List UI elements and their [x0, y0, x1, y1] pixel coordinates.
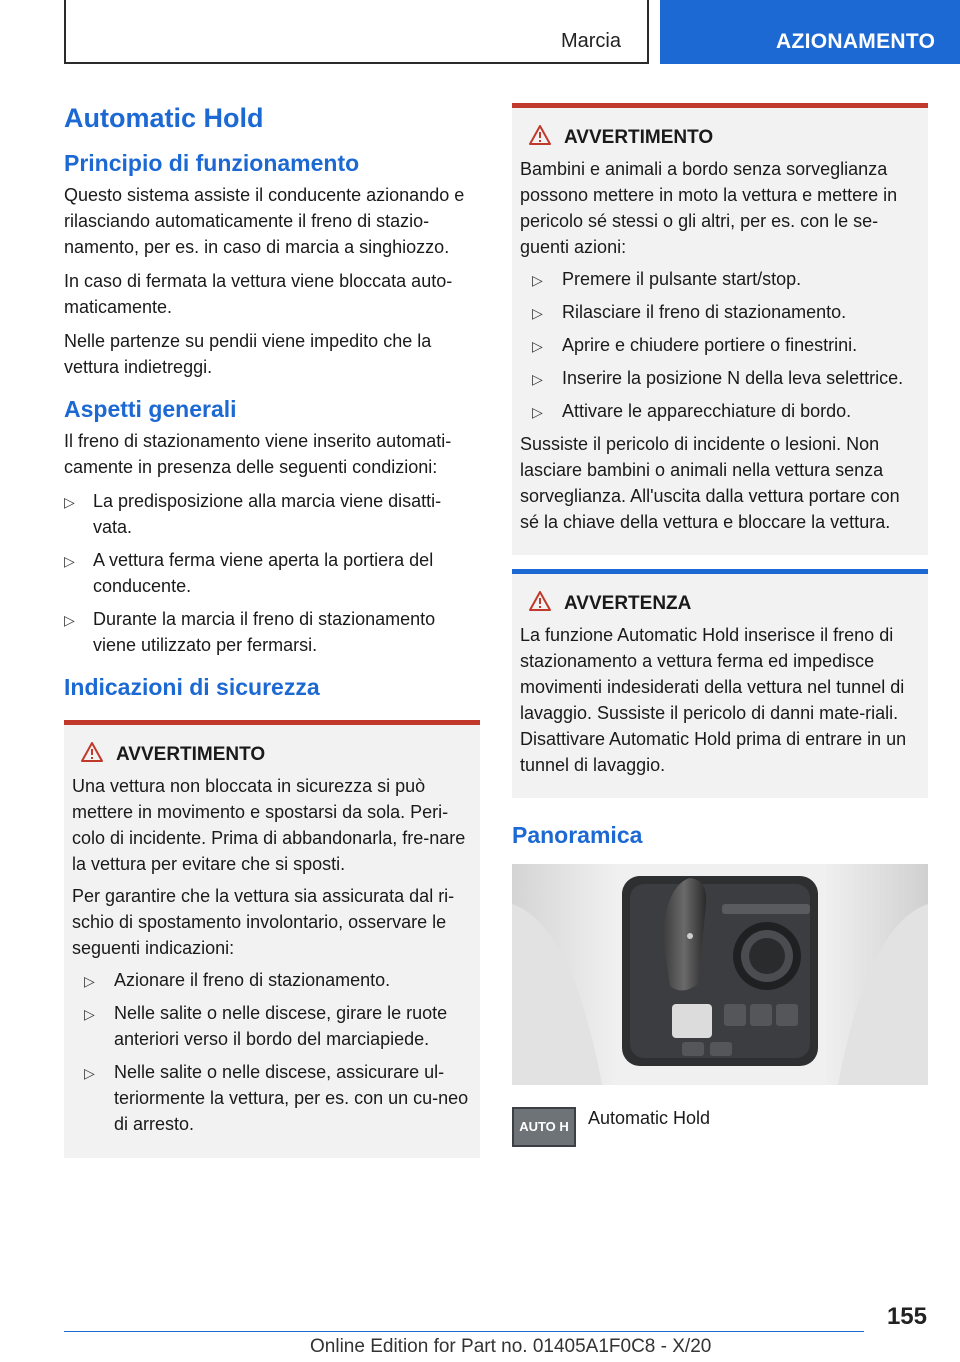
triangle-bullet-icon: ▷ [84, 1065, 95, 1081]
list-item: ▷ Aprire e chiudere portiere o finestrini. [520, 332, 920, 358]
list-item: ▷ A vettura ferma viene aperta la portiera del conducente. [64, 550, 434, 596]
caption-row [512, 1105, 928, 1167]
triangle-bullet-icon: ▷ [532, 404, 543, 420]
chapter-label: AZIONAMENTO [776, 30, 936, 53]
list-item: ▷ La predisposizione alla marcia viene disatti-vata. [64, 491, 442, 537]
triangle-bullet-icon: ▷ [64, 553, 75, 569]
edition-text: Online Edition for Part no. 01405A1F0C8 - X/20 [310, 1336, 712, 1357]
list-item: ▷ Durante la marcia il freno di stazionamento viene utilizzato per fermarsi. [64, 609, 436, 655]
notice-text: La funzione Automatic Hold inserisce il freno di stazionamento a vettura ferma ed impedisce movimenti indesiderati della vettura nel tunnel di lavaggio. Sussiste il pericolo di danni mate-riali. Disattivare Automatic Hold prima di entrare in un tunnel di lavaggio. [520, 625, 907, 775]
triangle-bullet-icon: ▷ [64, 612, 75, 628]
triangle-bullet-icon: ▷ [64, 494, 75, 510]
safety-heading: Indicazioni di sicurezza [64, 674, 320, 700]
principle-paragraph: Questo sistema assiste il conducente azionando e rilasciando automaticamente il freno di stazio-namento, per es. in caso di marcia a singhiozzo. [64, 185, 465, 257]
list-item: ▷ Attivare le apparecchiature di bordo. [520, 398, 920, 424]
list-item: ▷ Premere il pulsante start/stop. [520, 266, 920, 292]
auto-hold-button-icon: AUTO H [512, 1107, 576, 1147]
list-item: ▷ Azionare il freno di stazionamento. [72, 967, 472, 993]
general-heading: Aspetti generali [64, 396, 237, 422]
warning-text: Bambini e animali a bordo senza sorveglianza possono mettere in moto la vettura e mettere in pericolo sé stessi o gli altri, per es. con le se-guenti azioni: [520, 159, 898, 257]
warning-text: Una vettura non bloccata in sicurezza si può mettere in movimento e spostarsi da sola. Peri-colo di incidente. Prima di abbandonarla, fre-nare la vettura per evitare che si sposti. [72, 776, 466, 874]
list-item: ▷ Nelle salite o nelle discese, assicurare ul-teriormente la vettura, per es. con un cu-neo di arresto. [84, 1062, 469, 1134]
general-intro: Il freno di stazionamento viene inserito automati-camente in presenza delle seguenti condizioni: [64, 431, 452, 477]
warning-box [64, 720, 480, 1158]
footer-divider [64, 1331, 864, 1332]
list-item: ▷ Nelle salite o nelle discese, girare le ruote anteriori verso il bordo del marciapiede. [84, 1003, 448, 1049]
center-console-photo [512, 864, 928, 1085]
header-frame [64, 0, 649, 64]
left-column [64, 100, 480, 1158]
list-item: ▷ Rilasciare il freno di stazionamento. [520, 299, 920, 325]
warning-triangle-icon [80, 741, 104, 771]
triangle-bullet-icon: ▷ [532, 305, 543, 321]
warning-triangle-icon [528, 124, 552, 154]
warning-list [520, 266, 920, 424]
warning-title: AVVERTIMENTO [72, 741, 472, 771]
triangle-bullet-icon: ▷ [532, 338, 543, 354]
right-column [512, 103, 928, 1167]
triangle-bullet-icon: ▷ [532, 272, 543, 288]
warning-box [512, 103, 928, 555]
warning-text: Per garantire che la vettura sia assicurata dal ri-schio di spostamento involontario, osservare le seguenti indicazioni: [72, 886, 455, 958]
triangle-bullet-icon: ▷ [532, 371, 543, 387]
list-item: ▷ Inserire la posizione N della leva selettrice. [520, 365, 920, 391]
warning-title: AVVERTIMENTO [520, 124, 920, 154]
triangle-bullet-icon: ▷ [84, 973, 95, 989]
principle-paragraph: In caso di fermata la vettura viene bloccata auto-maticamente. [64, 271, 453, 317]
notice-title: AVVERTENZA [520, 590, 920, 620]
overview-heading: Panoramica [512, 822, 643, 848]
general-list [64, 488, 480, 658]
caption-text: Automatic Hold [588, 1108, 711, 1128]
principle-paragraph: Nelle partenze su pendii viene impedito che la vettura indietreggi. [64, 331, 432, 377]
page-title: Automatic Hold [64, 103, 264, 133]
section-label: Marcia [560, 30, 621, 52]
triangle-bullet-icon: ▷ [84, 1006, 95, 1022]
warning-list [72, 967, 472, 1137]
principle-heading: Principio di funzionamento [64, 150, 360, 176]
notice-box [512, 569, 928, 798]
page-number: 155 [886, 1303, 927, 1330]
chapter-tab [660, 0, 960, 64]
warning-triangle-icon [528, 590, 552, 620]
warning-text: Sussiste il pericolo di incidente o lesioni. Non lasciare bambini o animali nella vettura senza sorveglianza. All'uscita dalla vettura portare con sé la chiave della vettura e bloccare la vettura. [520, 434, 900, 532]
